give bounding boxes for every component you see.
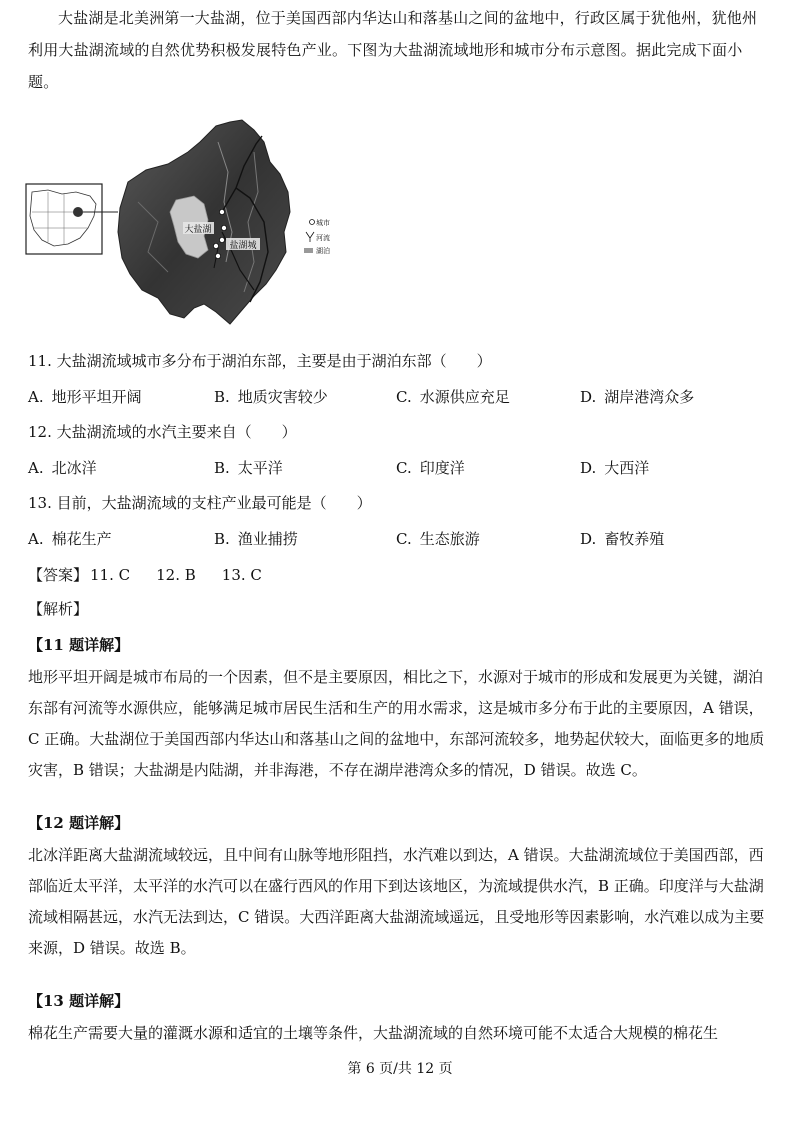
answer-13: 13. C (221, 566, 262, 584)
detail-11-title: 【11 题详解】 (28, 636, 130, 654)
city-label: 盐湖城 (229, 241, 257, 251)
option-13-c[interactable]: C. 生态旅游 (396, 530, 480, 548)
detail-12-title: 【12 题详解】 (28, 814, 130, 832)
option-11-b[interactable]: B. 地质灾害较少 (214, 388, 328, 406)
detail-13-text: 棉花生产需要大量的灌溉水源和适宜的土壤等条件，大盐湖流域的自然环境可能不太适合大规模的棉花生 (28, 1024, 719, 1042)
lake-label: 大盐湖 (184, 225, 212, 235)
option-12-a[interactable]: A. 北冰洋 (28, 459, 97, 477)
question-13-options (28, 528, 788, 552)
option-12-c[interactable]: C. 印度洋 (396, 459, 465, 477)
option-13-b[interactable]: B. 渔业捕捞 (214, 530, 298, 548)
option-11-a[interactable]: A. 地形平坦开阔 (28, 388, 142, 406)
answer-11: 11. C (90, 566, 131, 584)
map-legend (304, 218, 330, 255)
legend-city: 城市 (316, 219, 330, 227)
legend-lake: 湖泊 (316, 247, 330, 255)
detail-11-text: 地形平坦开阔是城市布局的一个因素，但不是主要原因，相比之下，水源对于城市的形成和发展更为关键，湖泊东部有河流等水源供应，能够满足城市居民生活和生产的用水需求，这是城市多分布于此的主要原因，A 错误，C 正确。大盐湖位于美国西部内华达山和落基山之间的盆地中，东部河流较多，地势起伏较大，面临更多的地质灾害，B 错误；大盐湖是内陆湖，并非海港，不存在湖岸港湾众多的情况，D 错误。故选 C。 (28, 668, 765, 779)
option-12-b[interactable]: B. 太平洋 (214, 459, 283, 477)
analysis-label: 【解析】 (28, 600, 89, 618)
answer-line (28, 564, 288, 585)
question-11-options (28, 386, 788, 410)
watershed-map-figure (18, 112, 330, 332)
question-11-stem: 11. 大盐湖流域城市多分布于湖泊东部，主要是由于湖泊东部（ ） (28, 352, 492, 370)
option-13-a[interactable]: A. 棉花生产 (28, 530, 112, 548)
option-12-d[interactable]: D. 大西洋 (580, 459, 650, 477)
intro-paragraph: 大盐湖是北美洲第一大盐湖，位于美国西部内华达山和落基山之间的盆地中，行政区属于犹他州，犹他州利用大盐湖流域的自然优势积极发展特色产业。下图为大盐湖流域地形和城市分布示意图。据此完成下面小题。 (28, 9, 758, 91)
option-13-d[interactable]: D. 畜牧养殖 (580, 530, 665, 548)
inset-locator-map (26, 184, 118, 254)
detail-12-text: 北冰洋距离大盐湖流域较远，且中间有山脉等地形阻挡，水汽难以到达，A 错误。大盐湖流域位于美国西部，西部临近太平洋，太平洋的水汽可以在盛行西风的作用下到达该地区，为流域提供水汽，B 正确。印度洋与大盐湖流域相隔甚远，水汽无法到达，C 错误。大西洋距离大盐湖流域遥远，且受地形等因素影响，水汽难以成为主要来源，D 错误。故选 B。 (28, 846, 765, 957)
answer-12: 12. B (156, 566, 196, 584)
question-12-stem: 12. 大盐湖流域的水汽主要来自（ ） (28, 423, 297, 441)
question-13-stem: 13. 目前，大盐湖流域的支柱产业最可能是（ ） (28, 494, 372, 512)
question-12-options (28, 457, 788, 481)
legend-river: 河流 (316, 234, 330, 242)
page-footer: 第 6 页/共 12 页 (347, 1061, 453, 1077)
option-11-c[interactable]: C. 水源供应充足 (396, 388, 510, 406)
detail-13-title: 【13 题详解】 (28, 992, 130, 1010)
answer-label: 【答案】 (28, 566, 89, 584)
option-11-d[interactable]: D. 湖岸港湾众多 (580, 388, 695, 406)
